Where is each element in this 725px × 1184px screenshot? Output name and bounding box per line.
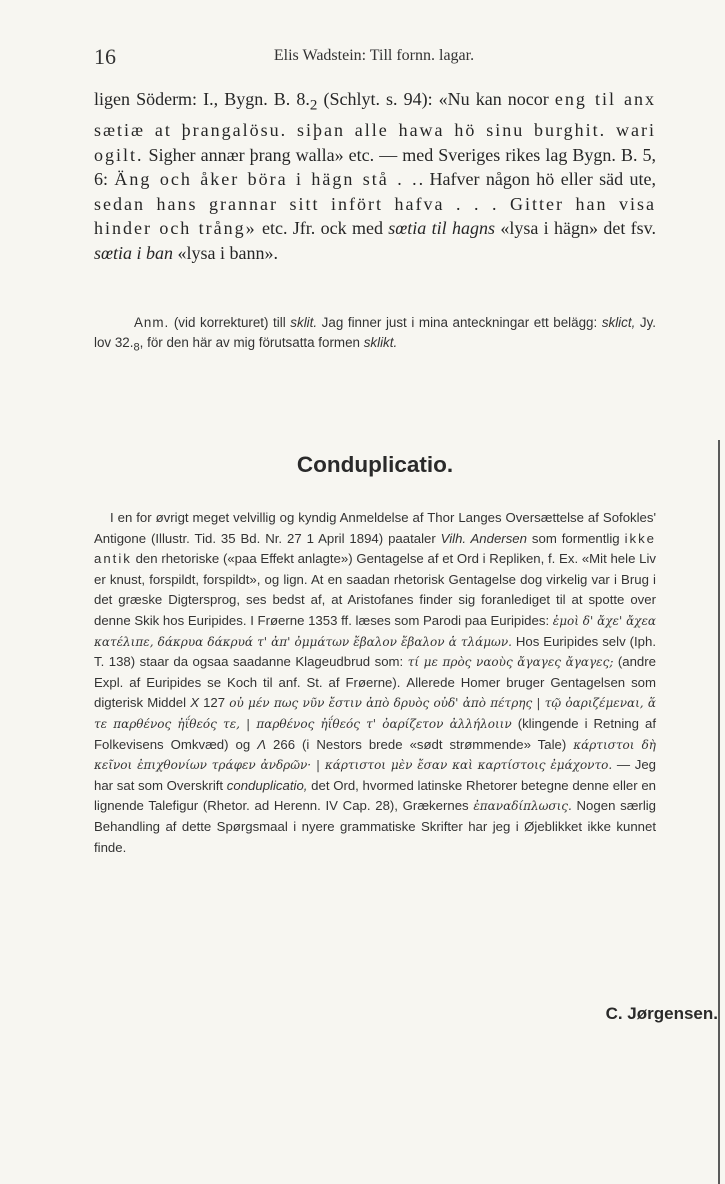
text-segment: Nogen særlig Behandling af dette Spørgsmaal i nyere grammatiske Skrifter har jeg i Øjeblikket ikke kunnet finde. [94, 798, 657, 855]
italic-term: conduplicatio, [226, 777, 308, 793]
running-title: Elis Wadstein: Till fornn. lagar. [273, 47, 475, 64]
spaced-quote: Äng och åker böra i hägn stå . . [114, 169, 419, 190]
spaced-quote: sedan hans grannar sitt infört hafva . . . Gitter han visa hinder och trång» [94, 193, 656, 239]
italic-term: sœtia i ban [94, 242, 174, 263]
text-segment: (klingende i Retning af Folkevisens Omkvæd) og [94, 715, 657, 752]
danish-paragraph [94, 508, 656, 858]
text-segment: I en for øvrigt meget velvillig og kyndig Anmeldelse af Thor Langes Oversættelse af Sofokles' Antigone (Illustr. Tid. 35 Bd. Nr. 27 1 April 1894) paataler [94, 510, 656, 546]
text-segment: Hos Euripides selv (Iph. T. 138) staar da ogsaa saadanne Klageudbrud som: [94, 633, 657, 670]
text-segment: etc. Jfr. ock med [256, 218, 389, 239]
text-segment: «lysa i bann». [173, 242, 279, 263]
author-name: Vilh. Andersen [440, 530, 527, 546]
text-segment: Jag finner just i mina anteckningar ett belägg: [317, 315, 602, 330]
section-heading: Conduplicatio. [296, 452, 454, 477]
italic-term: sklit. [290, 315, 318, 330]
page-edge-line [718, 440, 720, 1184]
text-segment: , för den här av mig förutsatta formen [139, 334, 364, 350]
annotation-note [94, 313, 656, 358]
text-segment: «lysa i hägn» det fsv. [495, 218, 656, 239]
page-number: 16 [94, 44, 116, 69]
text-segment: Sigher annær þrang walla» etc. — med Sveriges rikes lag Bygn. B. 5, 6: [94, 144, 656, 190]
text-segment: 127 [198, 695, 230, 711]
text-segment: (andre Expl. af Euripides se Koch til anf. St. af Frøerne). Allerede Homer bruger Gentagelsen som digterisk Middel [94, 654, 656, 711]
greek-quote: τί με πρὸς ναοὺς ἄγαγες ἄγαγες; [407, 655, 614, 670]
note-lead: Anm. [134, 315, 170, 330]
italic-term: sklikt. [363, 334, 398, 350]
author-signature: C. Jørgensen. [605, 1004, 718, 1023]
text-segment: . Hafver någon hö eller säd ute, [418, 169, 656, 190]
book-letter: Χ [190, 695, 199, 711]
text-segment: — Jeg har sat som Overskrift [94, 757, 657, 793]
subscript: 2 [309, 97, 318, 114]
italic-term: sklict, [601, 315, 636, 330]
text-segment: (vid korrekturet) till [169, 315, 291, 330]
spaced-quote: eng til anx sætiæ at þrangalösu. siþan alle hawa hö sinu burghit. wari ogilt. [94, 89, 657, 165]
greek-quote: ἐπαναδίπλωσις. [473, 799, 572, 814]
subscript: 8 [133, 341, 140, 354]
greek-quote: οὐ μέν πως νῦν ἔστιν ἀπὸ δρυὸς οὐδ' ἀπὸ πέτρης | τῷ ὀαριζέμεναι, ἅ τε παρθένος ἠΐθεός τε, | παρθένος ἠΐθεός τ' ὀαρίζετον ἀλλήλοιιν [94, 696, 656, 731]
text-segment: det Ord, hvormed latinske Rhetorer betegne denne eller en lignende Talefigur (Rhetor. ad Herenn. IV Cap. 28), Grækernes [94, 777, 657, 814]
greek-quote: κάρτιστοι δὴ κεῖνοι ἐπιχθονίων τράφεν ἀνδρῶν· | κάρτιστοι μὲν ἔσαν καὶ καρτίστοις ἐμάχοντο. [94, 737, 656, 773]
book-letter: Λ [257, 736, 267, 752]
page-header [94, 44, 654, 70]
text-segment: 266 (i Nestors brede «sødt strømmende» Tale) [266, 736, 574, 752]
spaced-phrase: ikke antik [94, 530, 657, 567]
text-segment: ligen Söderm: I., Bygn. B. 8. [94, 89, 310, 109]
swedish-paragraph [94, 87, 656, 265]
text-segment: Jy. lov 32. [94, 315, 657, 350]
text-segment: (Schlyt. s. 94): «Nu kan nocor [317, 89, 549, 109]
text-segment: den rhetoriske («paa Effekt anlagte») Gentagelse af et Ord i Repliken, f. Ex. «Mit hele Liv er knust, forspildt, forspildt», og lign. At en saadan rhetorisk Gentagelse dog virkelig var i Brug i det græske Digtersprog, ses bedst af, at Aristofanes finder sig foranlediget til at spotte over denne Skik hos Euripides. I Frøerne 1353 ff. læses som Parodi paa Euripides: [94, 551, 656, 628]
greek-quote: ἐμοὶ δ' ἄχε' ἄχεα κατέλιπε, δάκρυα δάκρυά τ' ἀπ' ὀμμάτων ἔβαλον ἔβαλον ἁ τλάμων. [94, 613, 656, 649]
text-segment: som formentlig [526, 530, 625, 546]
italic-term: sœtia til hagns [388, 218, 495, 239]
